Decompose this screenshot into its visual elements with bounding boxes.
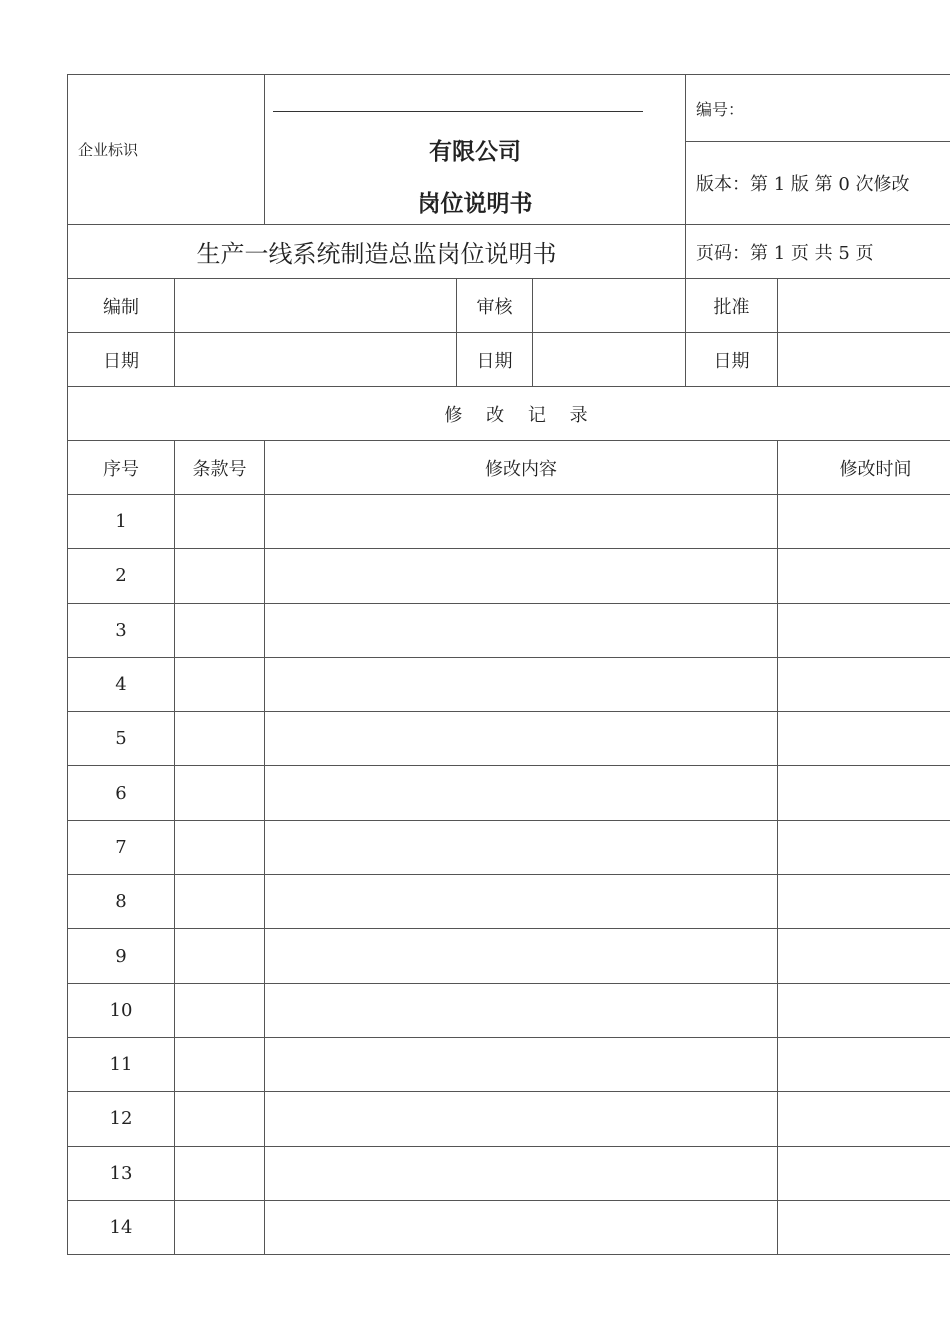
review-date-value	[533, 333, 686, 387]
revision-rows	[68, 495, 950, 1255]
row-time	[778, 1200, 950, 1254]
row-clause	[175, 1146, 265, 1200]
row-time	[778, 603, 950, 657]
row-time	[778, 820, 950, 874]
column-header-content: 修改内容	[265, 441, 778, 495]
approve-date-value	[778, 333, 950, 387]
row-content	[265, 603, 778, 657]
row-clause	[175, 929, 265, 983]
compile-label: 编制	[68, 279, 175, 333]
row-time	[778, 495, 950, 549]
version-text: 版本：第 1 版 第 0 次修改	[696, 174, 910, 195]
approve-label: 批准	[686, 279, 778, 333]
table-row	[68, 603, 950, 657]
row-seq: 7	[68, 820, 175, 874]
row-clause	[175, 495, 265, 549]
row-time	[778, 766, 950, 820]
row-clause	[175, 1037, 265, 1091]
row-clause	[175, 1200, 265, 1254]
revision-header-row	[68, 441, 950, 495]
row-seq: 6	[68, 766, 175, 820]
doc-title-cell	[68, 225, 686, 279]
page-number-text: 页码：第 1 页 共 5 页	[696, 242, 874, 264]
row-time	[778, 983, 950, 1037]
compile-value	[175, 279, 457, 333]
row-clause	[175, 766, 265, 820]
table-row	[68, 766, 950, 820]
doc-title: 生产一线系统制造总监岗位说明书	[196, 240, 557, 268]
row-clause	[175, 657, 265, 711]
review-date-label: 日期	[457, 333, 533, 387]
row-content	[265, 657, 778, 711]
compile-date-label: 日期	[68, 333, 175, 387]
table-row	[68, 1092, 950, 1146]
row-content	[265, 1037, 778, 1091]
table-row	[68, 712, 950, 766]
row-time	[778, 1092, 950, 1146]
row-seq: 1	[68, 495, 175, 549]
table-row	[68, 549, 950, 603]
logo-label: 企业标识	[78, 141, 139, 159]
table-row	[68, 983, 950, 1037]
table-row	[68, 495, 950, 549]
row-content	[265, 549, 778, 603]
table-row	[68, 1200, 950, 1254]
revision-record-title: 修 改 记 录	[444, 404, 597, 426]
row-clause	[175, 983, 265, 1037]
row-seq: 13	[68, 1146, 175, 1200]
table-row	[68, 1146, 950, 1200]
row-clause	[175, 549, 265, 603]
column-header-time: 修改时间	[778, 441, 950, 495]
row-seq: 11	[68, 1037, 175, 1091]
row-content	[265, 820, 778, 874]
table-row	[68, 657, 950, 711]
compile-date-value	[175, 333, 457, 387]
table-row	[68, 875, 950, 929]
column-header-seq: 序号	[68, 441, 175, 495]
logo-cell	[68, 75, 265, 225]
revision-record-title-cell	[68, 387, 950, 441]
row-time	[778, 1037, 950, 1091]
row-time	[778, 657, 950, 711]
row-seq: 12	[68, 1092, 175, 1146]
row-clause	[175, 1092, 265, 1146]
row-clause	[175, 820, 265, 874]
company-name: 有限公司	[429, 139, 522, 165]
row-time	[778, 875, 950, 929]
row-seq: 3	[68, 603, 175, 657]
approve-value	[778, 279, 950, 333]
page-cell	[686, 225, 950, 279]
row-seq: 2	[68, 549, 175, 603]
table-row	[68, 820, 950, 874]
row-clause	[175, 875, 265, 929]
review-label: 审核	[457, 279, 533, 333]
company-cell	[265, 75, 686, 225]
row-seq: 10	[68, 983, 175, 1037]
row-time	[778, 712, 950, 766]
company-name-underline	[273, 111, 643, 112]
row-content	[265, 1200, 778, 1254]
row-seq: 8	[68, 875, 175, 929]
row-content	[265, 712, 778, 766]
row-content	[265, 983, 778, 1037]
row-seq: 9	[68, 929, 175, 983]
table-row	[68, 1037, 950, 1091]
row-time	[778, 549, 950, 603]
row-seq: 5	[68, 712, 175, 766]
row-content	[265, 1146, 778, 1200]
version-cell	[686, 142, 950, 225]
column-header-clause: 条款号	[175, 441, 265, 495]
row-time	[778, 1146, 950, 1200]
row-clause	[175, 603, 265, 657]
table-row	[68, 929, 950, 983]
row-seq: 4	[68, 657, 175, 711]
document-type: 岗位说明书	[417, 191, 533, 217]
row-time	[778, 929, 950, 983]
row-content	[265, 875, 778, 929]
review-value	[533, 279, 686, 333]
row-seq: 14	[68, 1200, 175, 1254]
row-content	[265, 1092, 778, 1146]
number-label: 编号：	[696, 99, 745, 119]
row-content	[265, 929, 778, 983]
row-content	[265, 495, 778, 549]
job-description-form	[67, 74, 950, 1255]
approve-date-label: 日期	[686, 333, 778, 387]
row-clause	[175, 712, 265, 766]
row-content	[265, 766, 778, 820]
number-cell	[686, 75, 950, 142]
